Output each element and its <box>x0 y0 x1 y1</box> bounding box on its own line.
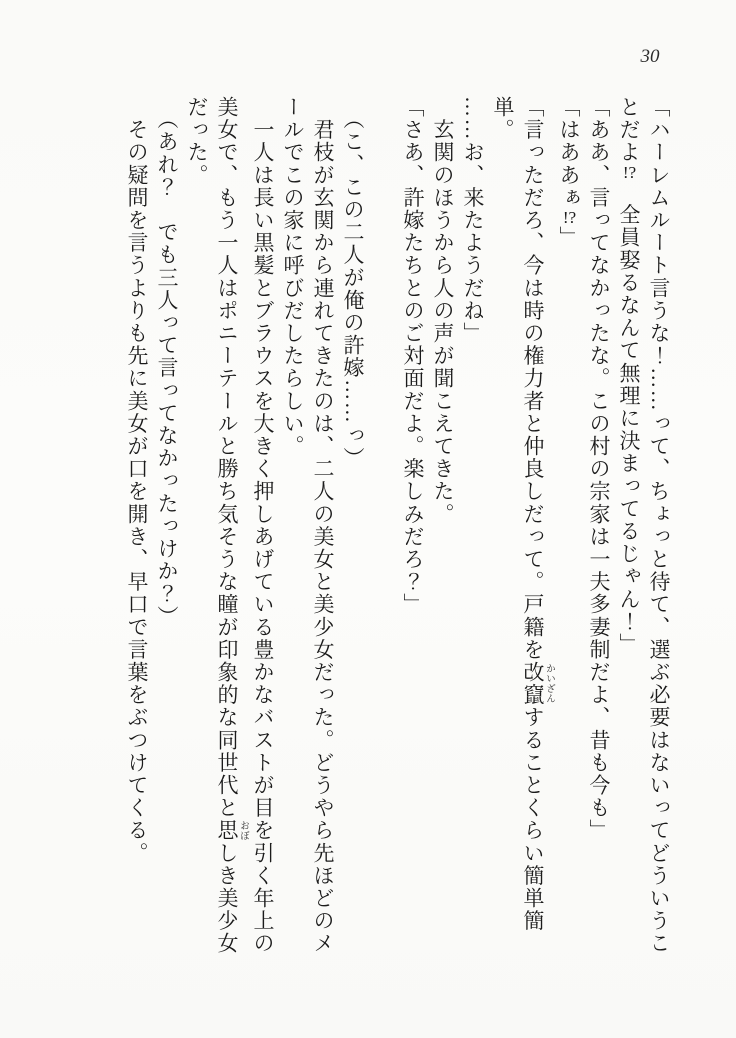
page-number: 30 <box>640 46 660 67</box>
text-line: 美女で、もう一人はポニーテールと勝ち気そうな瞳が印象的な同世代と思 おぼしき美少女 <box>215 96 248 955</box>
text-line: その疑問を言うよりも先に美女が口を開き、早口で言葉をぶつけてくる。 <box>125 96 149 865</box>
text-line: （あれ？ でも三人って言ってなかったっけか？） <box>155 96 179 628</box>
text-line <box>368 96 398 974</box>
text-line: 君枝が玄関から連れてきたのは、二人の美女と美少女だった。どうやら先ほどのメ <box>311 96 335 955</box>
text-line: 玄関のほうから人の声が聞こえてきた。 <box>431 96 455 526</box>
tate-chu-yoko: !? <box>622 163 637 182</box>
text-line: だった。 <box>185 96 209 187</box>
text-line: 「さあ、許嫁たちとのご対面だよ。楽しみだろ？」 <box>401 96 425 616</box>
text-line: 「ああ、言ってなかったな。この村の宗家は一夫多妻制だよ、昔も今も」 <box>587 96 611 842</box>
tate-chu-yoko: !? <box>562 209 577 227</box>
furigana-annotated-word: 思 おぼ <box>215 819 248 842</box>
text-line: ールでこの家に呼びだしたらしい。 <box>281 96 305 458</box>
text-block <box>122 96 674 974</box>
text-line: （こ、この二人が俺の許嫁……っ） <box>341 96 365 470</box>
text-line: 「言っただろ、今は時の権力者と仲良しだって。戸籍を改竄 かいざんすることくらい簡単簡単。 <box>491 96 554 933</box>
text-line: 一人は長い黒髪とブラウスを大きく押しあげている豊かなバストが目を引く年上の <box>251 96 275 955</box>
text-line: ……お、来たようだね」 <box>461 96 485 345</box>
text-line: 「はああぁ!?」 <box>557 96 581 249</box>
text-line: とだよ!? 全員娶るなんて無理に決まってるじゃん！」 <box>617 96 641 656</box>
furigana-annotated-word: 改竄 かいざん <box>521 661 554 707</box>
text-line: 「ハーレムルート言うな！……って、ちょっと待て、選ぶ必要はないってどういうこ <box>647 96 671 955</box>
